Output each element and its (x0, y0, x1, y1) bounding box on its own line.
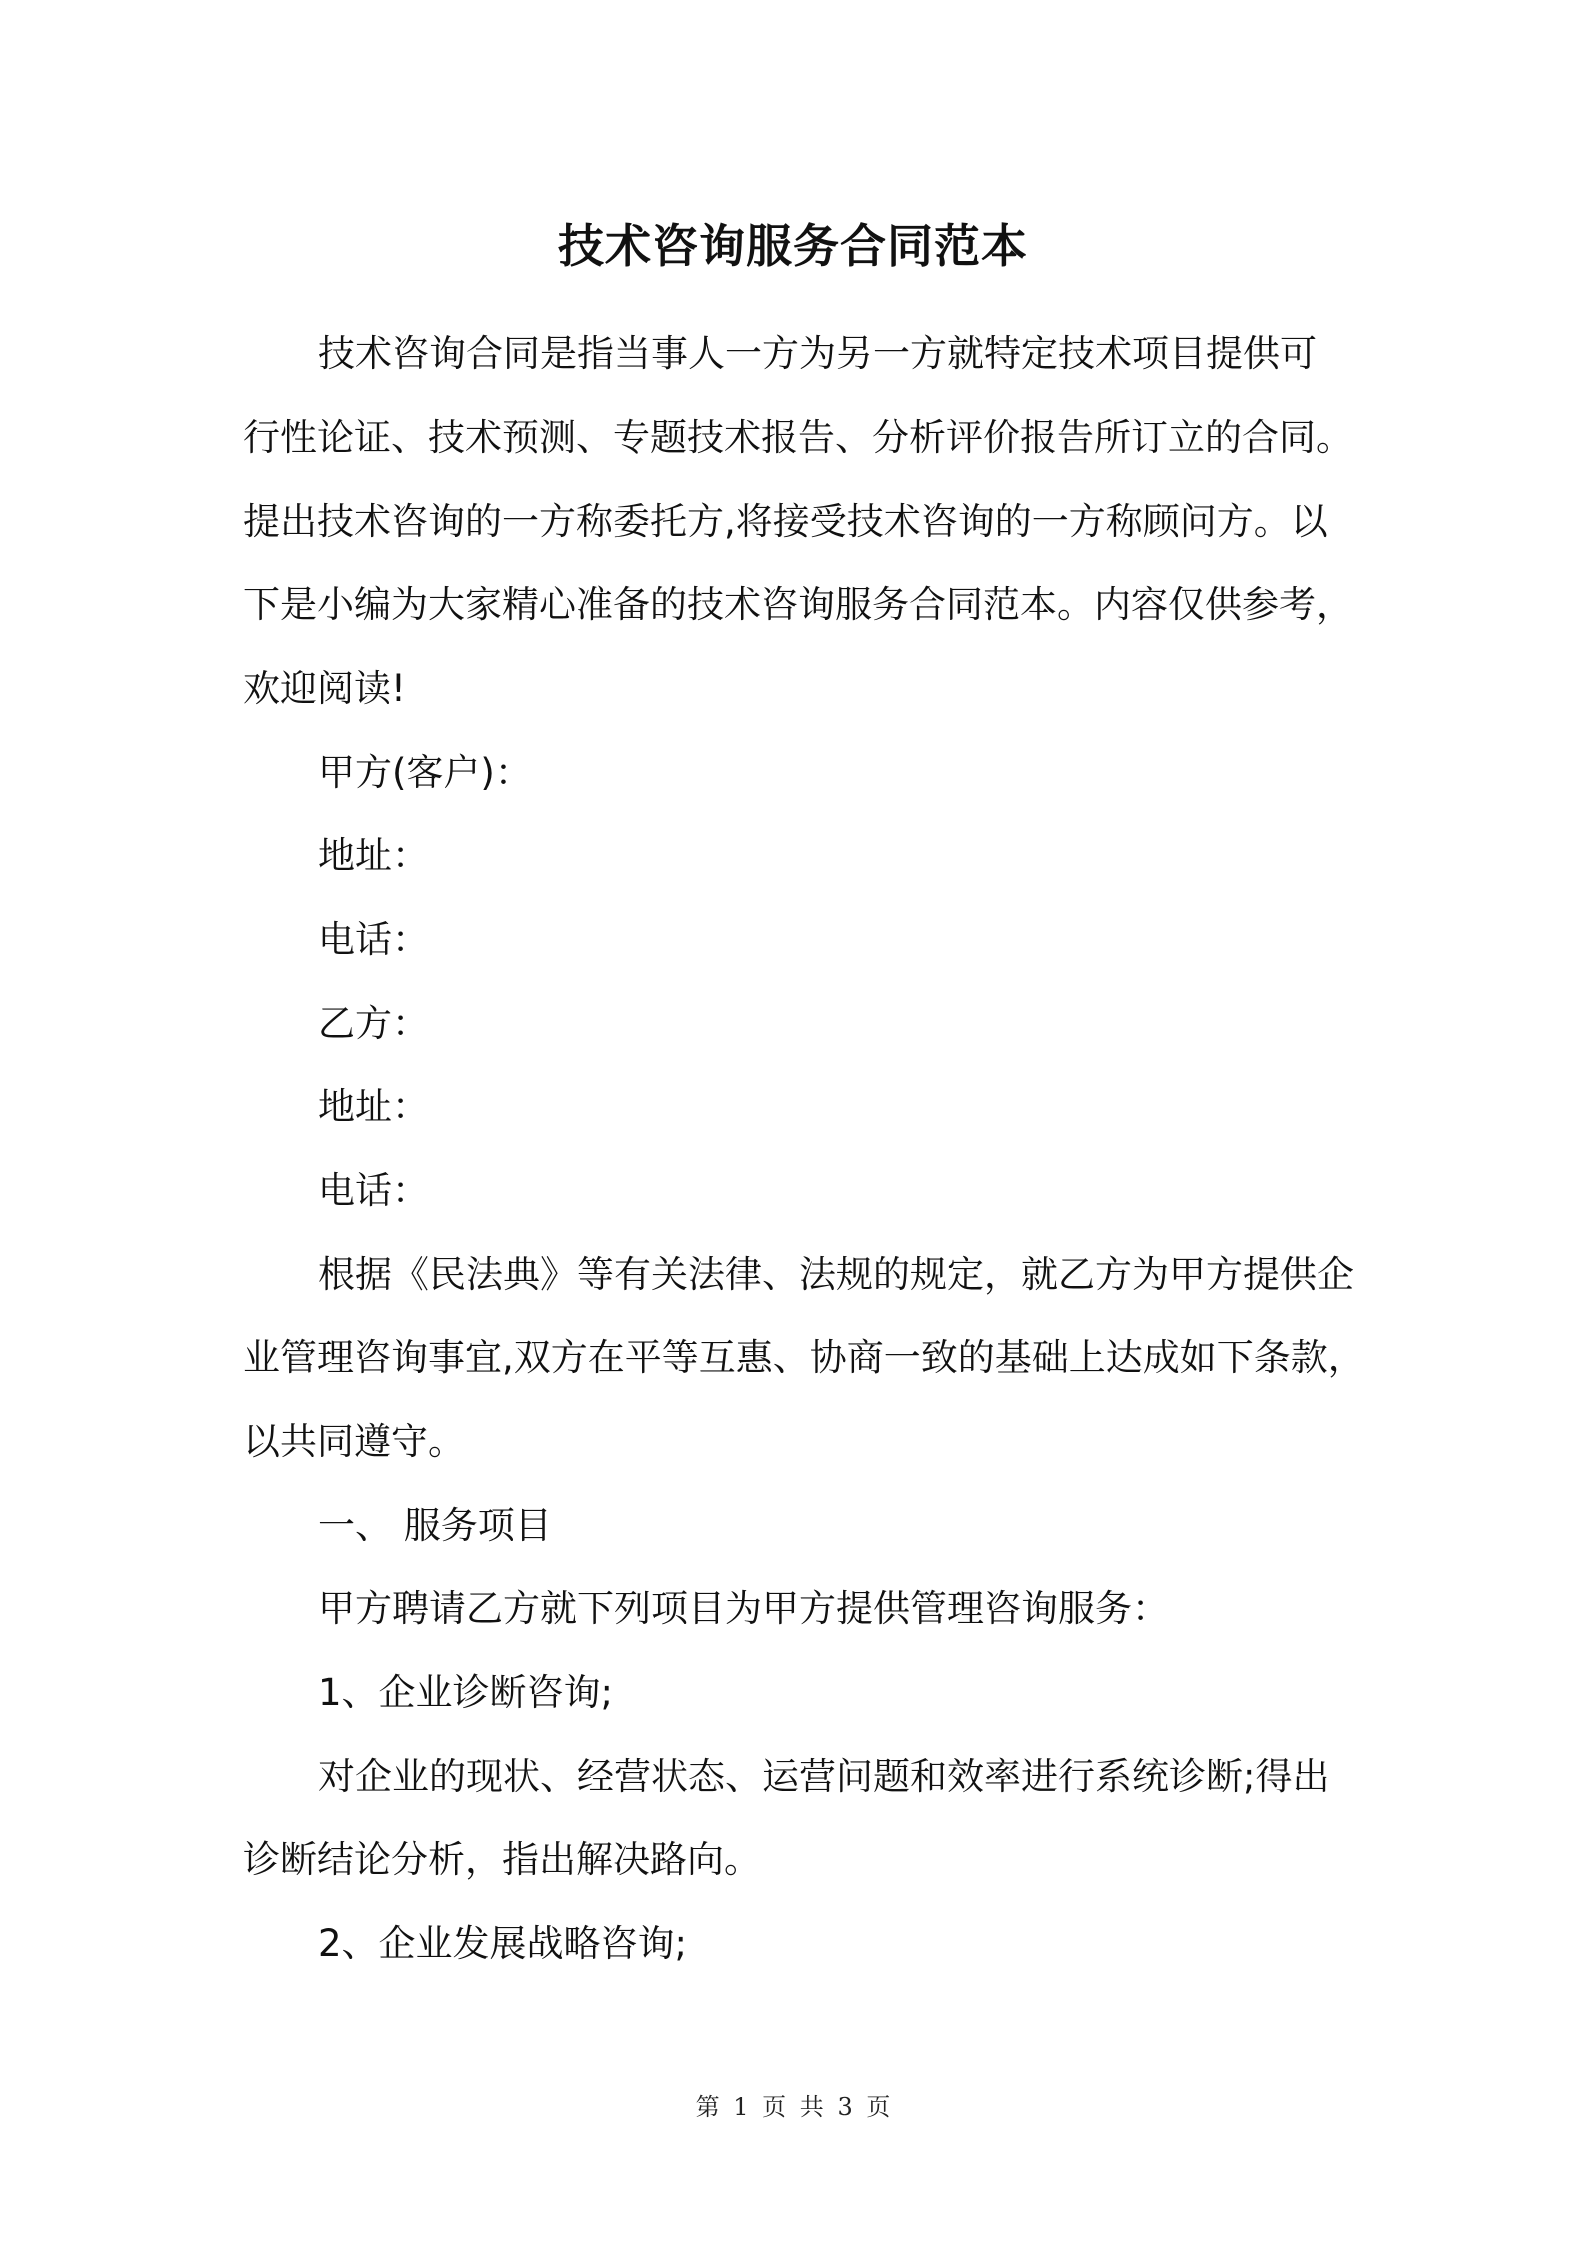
section-heading: 一、 服务项目 (318, 1504, 552, 1547)
page-number-footer: 第 1 页 共 3 页 (695, 2093, 891, 2121)
paragraph-line: 甲方聘请乙方就下列项目为甲方提供管理咨询服务： (318, 1587, 1169, 1630)
paragraph-line: 提出技术咨询的一方称委托方,将接受技术咨询的一方称顾问方。以 (243, 500, 1328, 543)
party-a-phone-label: 电话： (318, 918, 429, 961)
party-b-phone-label: 电话： (318, 1169, 429, 1212)
paragraph-line: 业管理咨询事宜,双方在平等互惠、协商一致的基础上达成如下条款， (243, 1336, 1365, 1379)
paragraph-line: 欢迎阅读! (243, 667, 406, 710)
paragraph-line: 以共同遵守。 (243, 1420, 465, 1463)
party-b-label: 乙方： (318, 1002, 429, 1045)
list-item: 2、企业发展战略咨询; (318, 1922, 688, 1965)
paragraph-line: 对企业的现状、经营状态、运营问题和效率进行系统诊断;得出 (318, 1755, 1330, 1798)
paragraph-line: 诊断结论分析，指出解决路向。 (243, 1838, 761, 1881)
list-item: 1、企业诊断咨询; (318, 1671, 614, 1714)
paragraph-line: 技术咨询合同是指当事人一方为另一方就特定技术项目提供可 (318, 332, 1317, 375)
paragraph-line: 行性论证、技术预测、专题技术报告、分析评价报告所订立的合同。 (243, 416, 1353, 459)
party-b-address-label: 地址： (318, 1085, 429, 1128)
paragraph-line: 根据《民法典》等有关法律、法规的规定，就乙方为甲方提供企 (318, 1253, 1354, 1296)
party-a-label: 甲方(客户)： (318, 751, 532, 794)
party-a-address-label: 地址： (318, 834, 429, 877)
paragraph-line: 下是小编为大家精心准备的技术咨询服务合同范本。内容仅供参考， (243, 583, 1353, 626)
document-title: 技术咨询服务合同范本 (558, 219, 1028, 273)
